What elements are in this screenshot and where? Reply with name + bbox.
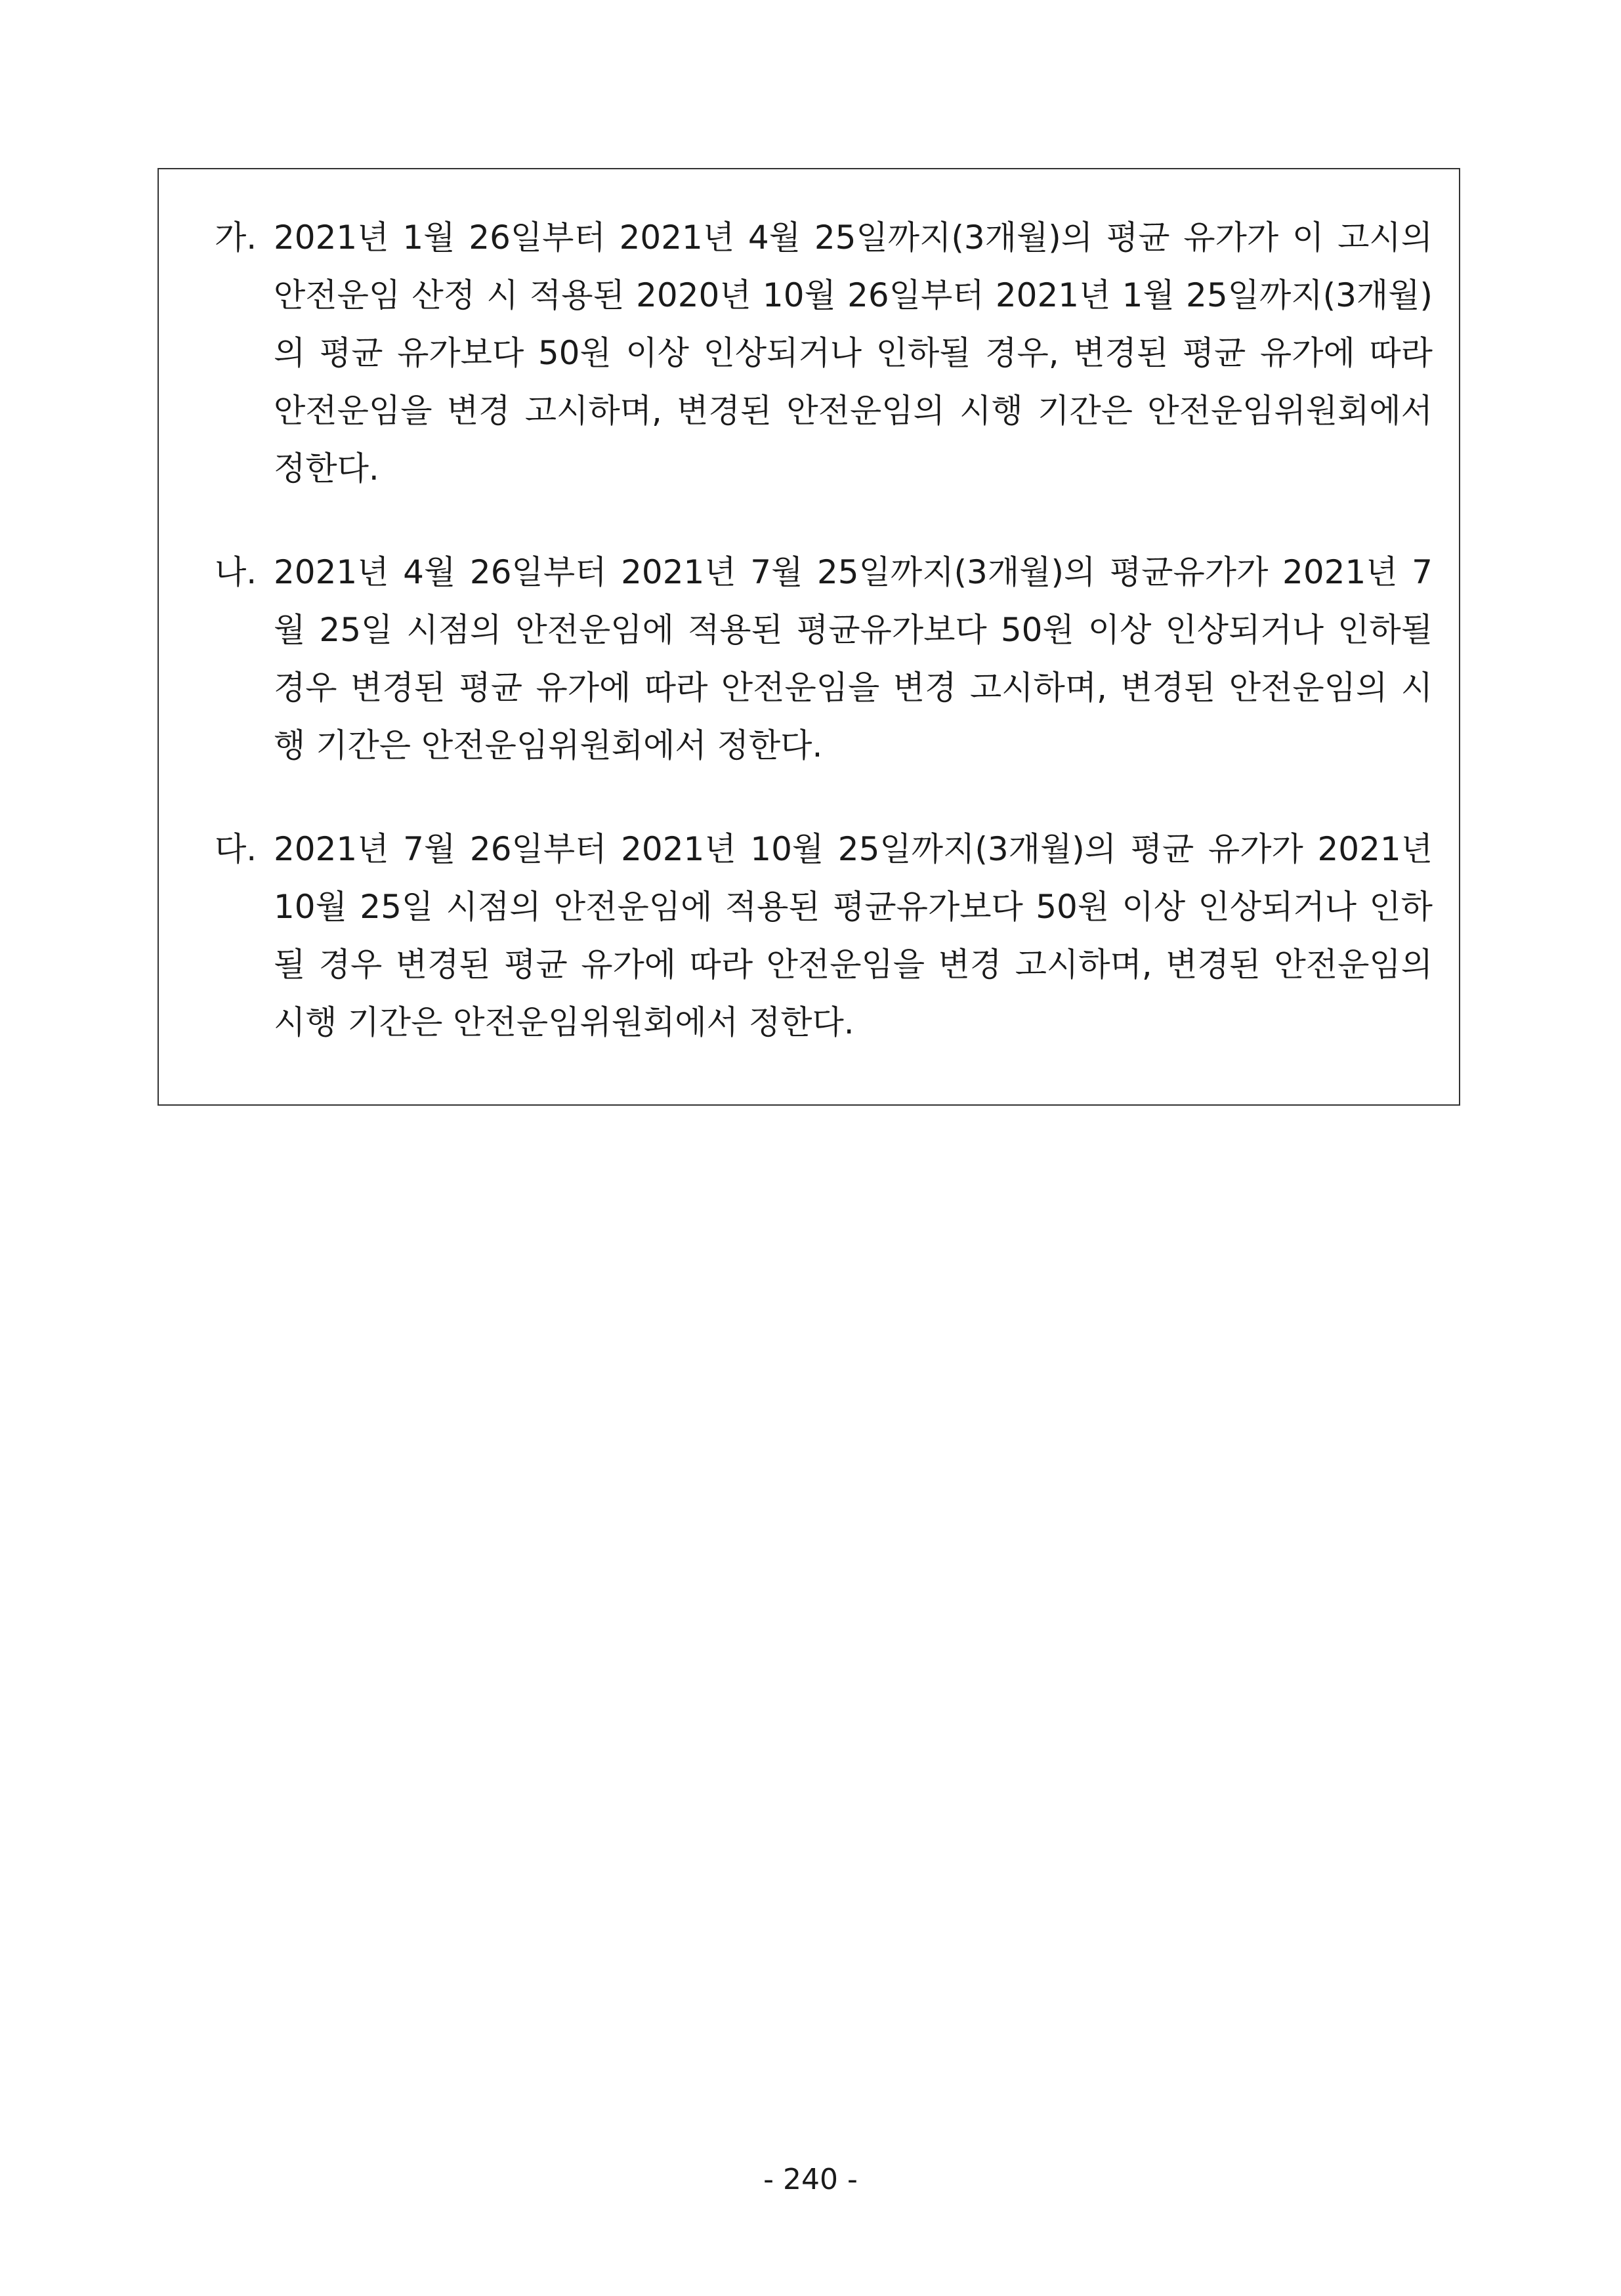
clause-da	[215, 820, 1433, 1051]
page-number: - 240 -	[763, 2163, 858, 2196]
clause-marker: 나.	[215, 553, 257, 591]
notice-box	[158, 168, 1460, 1106]
clause-ga	[215, 209, 1433, 497]
clause-text: 2021년 1월 26일부터 2021년 4월 25일까지(3개월)의 평균 유가가 이 고시의 안전운임 산정 시 적용된 2020년 10월 26일부터 2021년 1월 25일까지(3개월)의 평균 유가보다 50원 이상 인상되거나 인하될 경우, 변경된 평균 유가에 따라 안전운임을 변경 고시하며, 변경된 안전운임의 시행 기간은 안전운임위원회에서 정한다.	[274, 219, 1433, 488]
clause-text: 2021년 4월 26일부터 2021년 7월 25일까지(3개월)의 평균유가가 2021년 7월 25일 시점의 안전운임에 적용된 평균유가보다 50원 이상 인상되거나 인하될 경우 변경된 평균 유가에 따라 안전운임을 변경 고시하며, 변경된 안전운임의 시행 기간은 안전운임위원회에서 정한다.	[274, 553, 1433, 764]
clause-marker: 가.	[215, 219, 257, 257]
clause-na	[215, 543, 1433, 774]
clause-marker: 다.	[215, 830, 257, 868]
clause-text: 2021년 7월 26일부터 2021년 10월 25일까지(3개월)의 평균 유가가 2021년 10월 25일 시점의 안전운임에 적용된 평균유가보다 50원 이상 인상되거나 인하될 경우 변경된 평균 유가에 따라 안전운임을 변경 고시하며, 변경된 안전운임의 시행 기간은 안전운임위원회에서 정한다.	[274, 830, 1433, 1041]
